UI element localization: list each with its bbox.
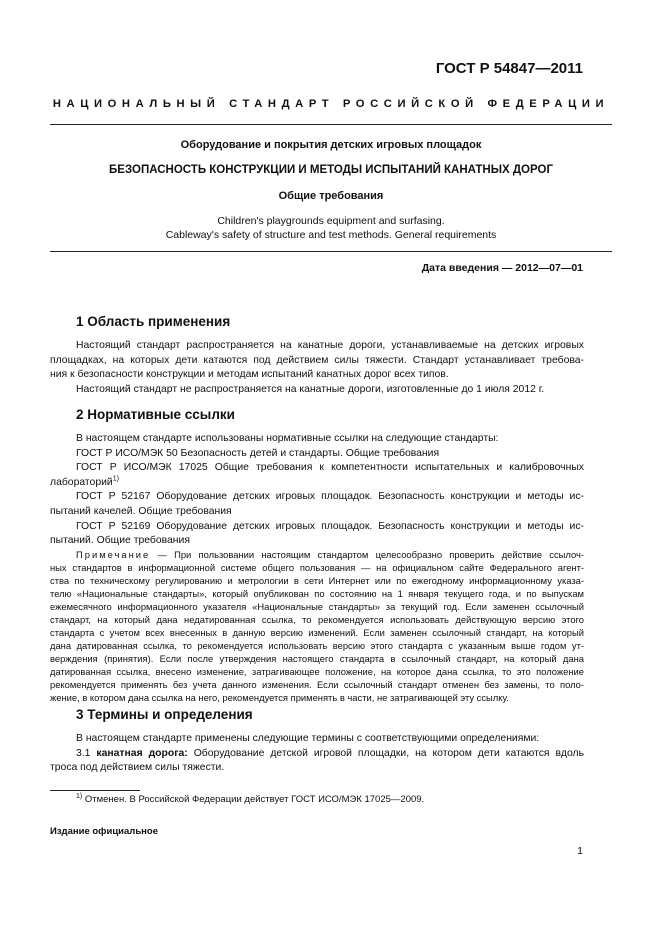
section-2-line: ГОСТ Р 52167 Оборудование детских игровых площадок. Безопасность конструкции и методы ис- — [76, 491, 584, 503]
section-3-heading: 3 Термины и определения — [76, 707, 253, 722]
header-divider — [50, 124, 612, 125]
labs-text: лабораторий — [50, 476, 113, 488]
section-2-line: пытаний. Общие требования — [50, 535, 190, 547]
note-line: ежемесячного информационного указателя «Национальные стандарты» за текущий год. Если заменен ссылочный — [50, 601, 584, 612]
footnote-mark: 1) — [76, 792, 83, 800]
note-line: стандарта с учетом всех внесенных в данную версию изменений. Если заменен ссылочный стандарт, на который — [50, 627, 584, 638]
footnote — [76, 794, 424, 805]
english-title — [50, 214, 612, 242]
term-definition-continued: троса под действием силы тяжести. — [50, 762, 225, 774]
footnote-reference: 1) — [112, 475, 119, 483]
english-title-line-2: Cableway's safety of structure and test methods. General requirements — [165, 229, 497, 241]
note-line: стандарт, на который дана недатированная ссылка, то рекомендуется использовать действующую версию этого — [50, 614, 584, 625]
section-2-line-footnoted — [50, 476, 584, 491]
note-text: — При пользовании настоящим стандартом целесообразно проверить действие ссылоч- — [150, 549, 584, 560]
note-line: ства по техническому регулированию и метрологии в сети Интернет или по ежегодному информационному указа- — [50, 575, 584, 586]
title-line-1: Оборудование и покрытия детских игровых площадок — [180, 139, 482, 151]
term-number: 3.1 — [76, 747, 97, 759]
section-2-body — [50, 432, 584, 549]
note-line: телю «Национальные стандарты», который опубликован по состоянию на 1 января текущего года, и по выпускам — [50, 588, 584, 599]
term-name: канатная дорога: — [96, 747, 188, 759]
footnote-divider — [50, 790, 140, 791]
note-line: рекомендуется применять без учета данного изменения. Если ссылочный стандарт отменен без замены, то поло- — [50, 679, 584, 690]
intro-date: Дата введения — 2012—07—01 — [421, 262, 583, 274]
term-definition-text: Оборудование детской игровой площадки, на котором дети катаются вдоль — [187, 747, 584, 759]
term-definition — [50, 747, 584, 762]
section-2-line: ГОСТ Р 52169 Оборудование детских игровых площадок. Безопасность конструкции и методы ис- — [76, 520, 584, 532]
english-title-line-1: Children's playgrounds equipment and surfasing. — [217, 215, 445, 227]
section-2-line: ГОСТ Р ИСО/МЭК 17025 Общие требования к компетентности испытательных и калибровочных — [76, 462, 584, 474]
note-line: дана датированная ссылка, то рекомендуется использовать версию этого стандарта с указанным выше годом ут- — [50, 640, 584, 651]
national-standard-banner: НАЦИОНАЛЬНЫЙ СТАНДАРТ РОССИЙСКОЙ ФЕДЕРАЦИИ — [52, 98, 610, 110]
note-block — [50, 548, 584, 704]
section-1-heading: 1 Область применения — [76, 314, 231, 329]
note-line: датированная ссылка, внесено изменение, затрагивающее положение, на которое дана ссылка, то это положение — [50, 666, 584, 677]
note-line: верждения (принятия). Если после утверждения настоящего стандарта в ссылочный стандарт, на который дана — [50, 653, 584, 664]
note-line: ных стандартов в информационной системе общего пользования — на официальном сайте Федерального агент- — [50, 562, 584, 573]
page-number: 1 — [577, 845, 583, 857]
section-3-body — [50, 732, 584, 776]
section-1-line: Настоящий стандарт не распространяется на канатные дороги, изготовленные до 1 июля 2012 г. — [76, 383, 545, 395]
section-2-line: пытаний качелей. Общие требования — [50, 505, 232, 517]
section-2-heading: 2 Нормативные ссылки — [76, 407, 235, 422]
title-line-3: Общие требования — [278, 190, 384, 202]
section-3-line: В настоящем стандарте применены следующие термины с соответствующими определениями: — [76, 733, 540, 744]
gost-number: ГОСТ Р 54847—2011 — [435, 60, 583, 77]
title-divider — [50, 251, 612, 252]
section-1-body — [50, 339, 584, 397]
title-line-2: БЕЗОПАСНОСТЬ КОНСТРУКЦИИ И МЕТОДЫ ИСПЫТАНИЙ КАНАТНЫХ ДОРОГ — [109, 164, 553, 176]
section-2-line: В настоящем стандарте использованы нормативные ссылки на следующие стандарты: — [76, 433, 499, 444]
note-line-first — [50, 548, 584, 561]
section-1-line: ния к безопасности конструкции и методам испытаний канатных дорог всех типов. — [50, 369, 449, 381]
section-1-line: площадках, на которых дети катаются под действием силы тяжести. Стандарт устанавливает требова- — [50, 354, 584, 366]
section-1-line: Настоящий стандарт распространяется на канатные дороги, устанавливаемые на детских игровых — [76, 340, 584, 351]
footnote-text: Отменен. В Российской Федерации действует ГОСТ ИСО/МЭК 17025—2009. — [82, 794, 425, 805]
note-label: Примечание — [76, 549, 151, 560]
section-2-line: ГОСТ Р ИСО/МЭК 50 Безопасность детей и стандарты. Общие требования — [76, 447, 440, 459]
note-line: жение, в котором дана ссылка на него, рекомендуется применять в части, не затрагивающей эту ссылку. — [50, 692, 509, 703]
official-edition-label: Издание официальное — [50, 826, 158, 837]
